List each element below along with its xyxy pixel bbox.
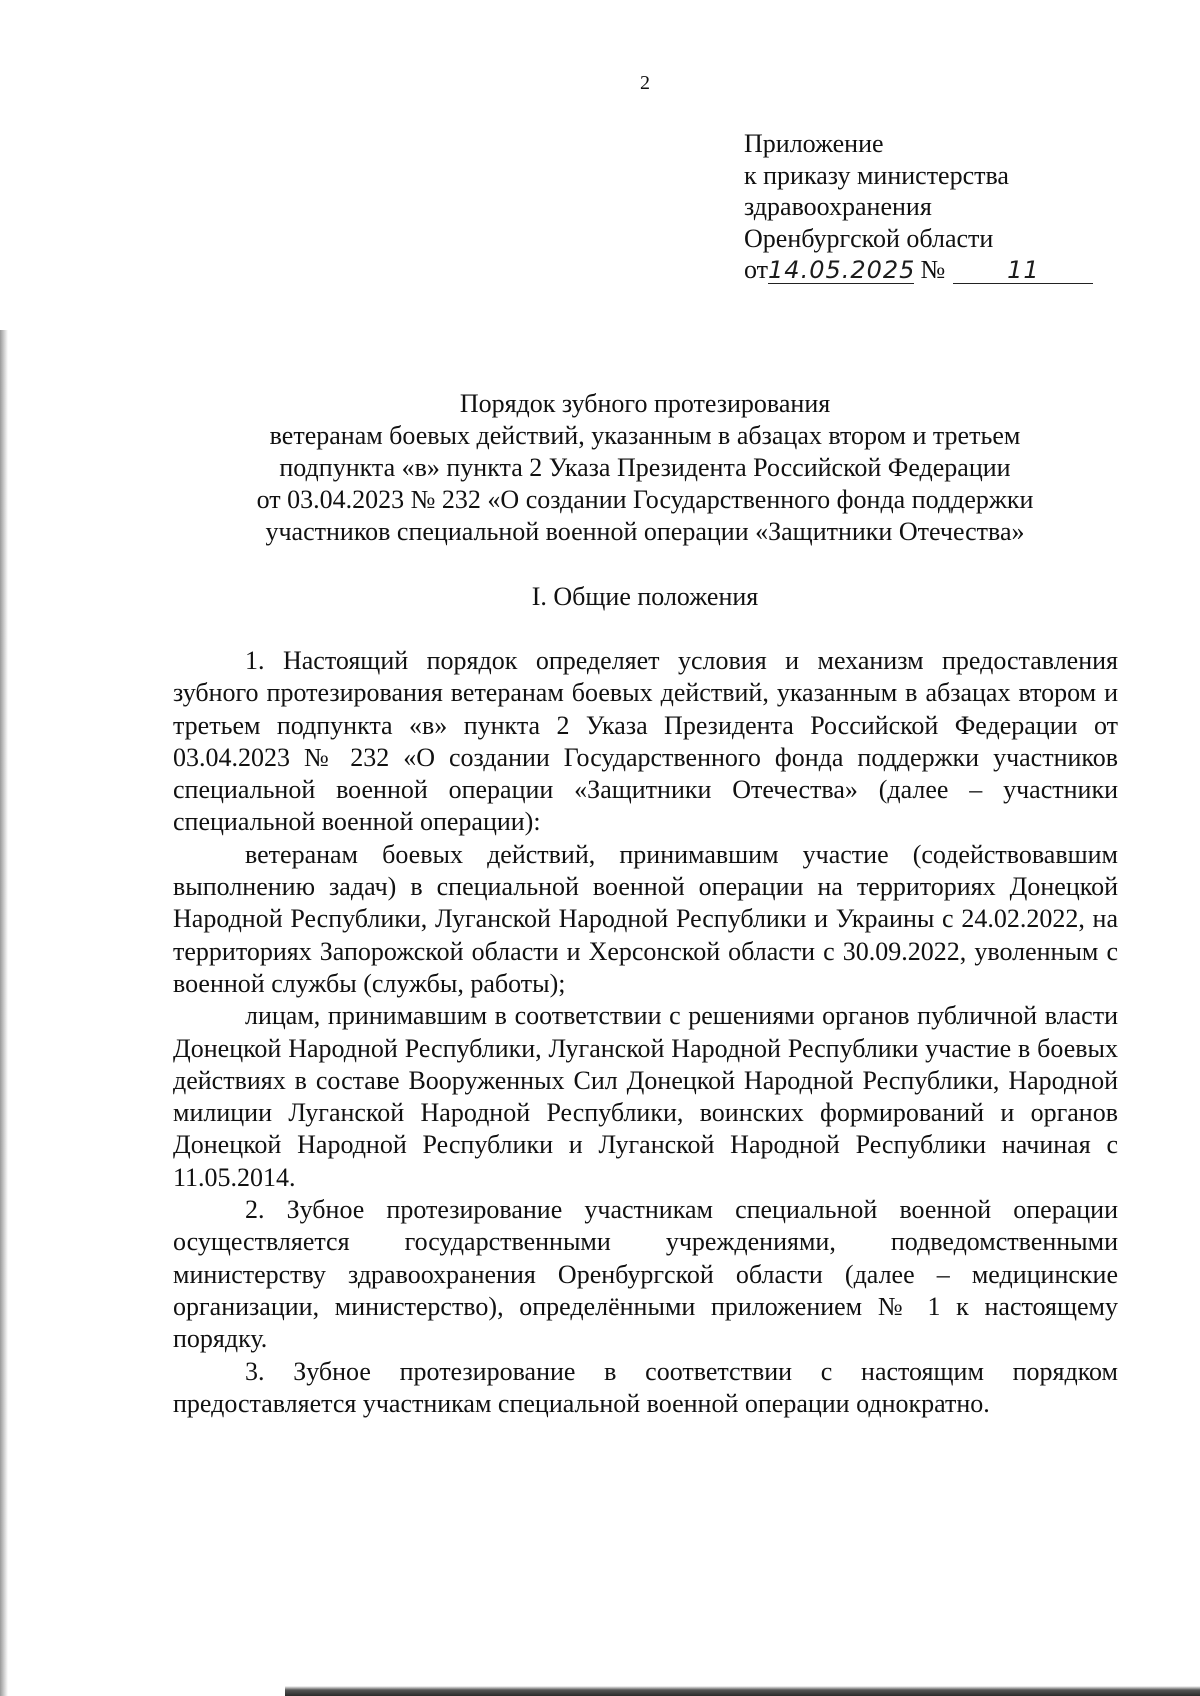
scan-edge-left xyxy=(0,330,8,1696)
appendix-line-2: к приказу министерства xyxy=(744,160,1009,190)
handwritten-number: 11 xyxy=(953,257,1093,284)
handwritten-date: 14.05.2025 xyxy=(768,256,916,284)
paragraph-5: 3. Зубное протезирование в соответствии с настоящим порядком предоставляется участникам специальной военной операции однократно. xyxy=(173,1356,1118,1418)
title-line-5: участников специальной военной операции «Защитники Отечества» xyxy=(265,517,1025,546)
body-text xyxy=(173,645,1118,1420)
title-line-2: ветеранам боевых действий, указанным в абзацах втором и третьем xyxy=(269,421,1021,450)
paragraph-1: 1. Настоящий порядок определяет условия и механизм предоставления зубного протезирования ветеранам боевых действий, указанным в абзацах втором и третьем подпункта «в» пункта 2 Указа Президента Российской Федерации от 03.04.2023 № 232 «О создании Государственного фонда поддержки участников специальной военной операции «Защитники Отечества» (далее – участники специальной военной операции): xyxy=(173,646,1118,837)
appendix-date-line xyxy=(744,254,1104,286)
scan-edge-bottom xyxy=(285,1686,1200,1696)
appendix-line-1: Приложение xyxy=(744,129,884,158)
appendix-line-4: Оренбургской области xyxy=(744,223,994,253)
date-prefix: от xyxy=(744,255,769,284)
section-heading: I. Общие положения xyxy=(531,582,759,611)
page-number: 2 xyxy=(640,72,650,94)
paragraph-2: ветеранам боевых действий, принимавшим участие (содействовавшим выполнению задач) в специальной военной операции на территориях Донецкой Народной Республики, Луганской Народной Республики и Украины с 24.02.2022, на территориях Запорожской области и Херсонской области с 30.09.2022, уволенным с военной службы (службы, работы); xyxy=(173,839,1118,998)
title-line-1: Порядок зубного протезирования xyxy=(459,389,831,418)
document-title xyxy=(170,388,1120,548)
title-line-3: подпункта «в» пункта 2 Указа Президента Российской Федерации xyxy=(279,453,1011,482)
paragraph-4: 2. Зубное протезирование участникам специальной военной операции осуществляется государственными учреждениями, подведомственными министерству здравоохранения Оренбургской области (далее – медицинские организации, министерство), определёнными приложением № 1 к настоящему порядку. xyxy=(173,1195,1118,1354)
title-line-4: от 03.04.2023 № 232 «О создании Государственного фонда поддержки xyxy=(256,485,1034,514)
appendix-line-3: здравоохранения xyxy=(744,192,932,221)
paragraph-3: лицам, принимавшим в соответствии с решениями органов публичной власти Донецкой Народной Республики, Луганской Народной Республики участие в боевых действиях в составе Вооруженных Сил Донецкой Народной Республики, Народной милиции Луганской Народной Республики, воинских формирований и органов Донецкой Народной Республики и Луганской Народной Республики начиная с 11.05.2014. xyxy=(173,1001,1118,1192)
appendix-block xyxy=(744,128,1104,286)
number-prefix: № xyxy=(920,255,946,284)
